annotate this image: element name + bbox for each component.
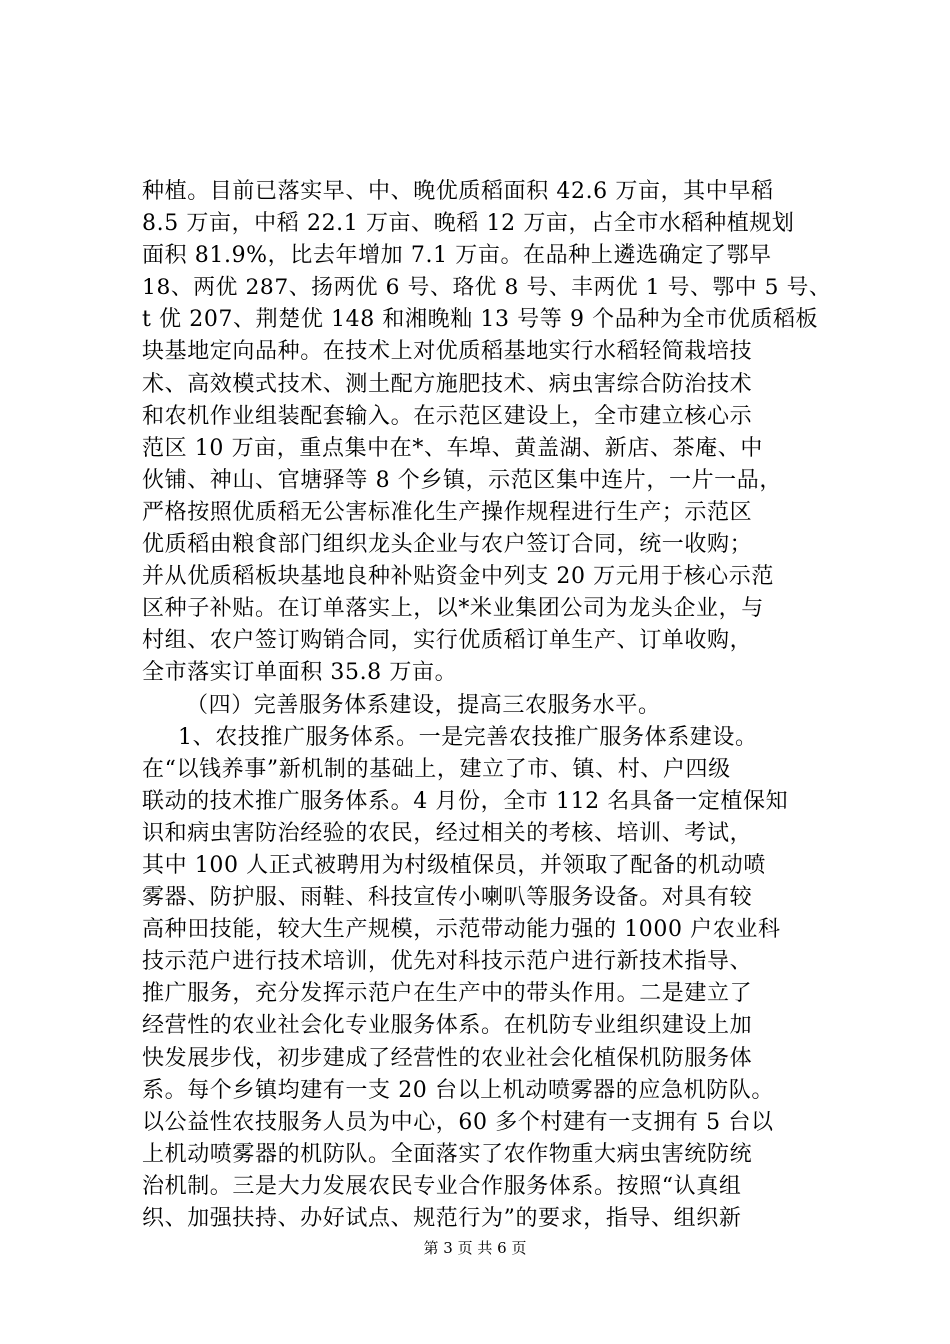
text-line: 严格按照优质稻无公害标准化生产操作规程进行生产；示范区 [142, 499, 753, 525]
text-line: 系。每个乡镇均建有一支 20 台以上机动喷雾器的应急机防队。 [142, 1077, 774, 1103]
text-line: 并从优质稻板块基地良种补贴资金中列支 20 万元用于核心示范 [142, 564, 774, 590]
text-line: 治机制。三是大力发展农民专业合作服务体系。按照“认真组 [142, 1173, 742, 1199]
text-line: 在“以钱养事”新机制的基础上，建立了市、镇、村、户四级 [142, 756, 731, 782]
page-number-footer: 第 3 页 共 6 页 [423, 1239, 527, 1257]
text-line: 村组、农户签订购销合同，实行优质稻订单生产、订单收购， [142, 628, 753, 654]
text-line: 18、两优 287、扬两优 6 号、珞优 8 号、丰两优 1 号、鄂中 5 号、 [142, 275, 832, 301]
text-line: 以公益性农技服务人员为中心，60 多个村建有一支拥有 5 台以 [142, 1109, 774, 1135]
document-body [142, 176, 832, 1235]
text-line: 其中 100 人正式被聘用为村级植保员，并领取了配备的机动喷 [142, 852, 766, 878]
text-line: 高种田技能，较大生产规模，示范带动能力强的 1000 户农业科 [142, 917, 781, 943]
text-line: 面积 81.9%，比去年增加 7.1 万亩。在品种上遴选确定了鄂早 [142, 243, 772, 269]
text-line: 范区 10 万亩，重点集中在*、车埠、黄盖湖、新店、茶庵、中 [142, 435, 763, 461]
text-line: 技示范户进行技术培训，优先对科技示范户进行新技术指导、 [142, 949, 753, 975]
text-line: 快发展步伐，初步建成了经营性的农业社会化植保机防服务体 [142, 1045, 753, 1071]
text-line: 区种子补贴。在订单落实上，以*米业集团公司为龙头企业，与 [142, 596, 764, 622]
text-line: 和农机作业组装配套输入。在示范区建设上，全市建立核心示 [142, 403, 753, 429]
text-line: 块基地定向品种。在技术上对优质稻基地实行水稻轻简栽培技 [142, 339, 753, 365]
section-heading: （四）完善服务体系建设，提高三农服务水平。 [186, 692, 661, 718]
text-line: 全市落实订单面积 35.8 万亩。 [142, 660, 458, 686]
text-line: 雾器、防护服、雨鞋、科技宣传小喇叭等服务设备。对具有较 [142, 885, 753, 911]
text-line: 术、高效模式技术、测土配方施肥技术、病虫害综合防治技术 [142, 371, 753, 397]
text-line: 经营性的农业社会化专业服务体系。在机防专业组织建设上加 [142, 1013, 753, 1039]
text-line: 优质稻由粮食部门组织龙头企业与农户签订合同，统一收购； [142, 532, 753, 558]
text-line: 8.5 万亩，中稻 22.1 万亩、晚稻 12 万亩，占全市水稻种植规划 [142, 211, 795, 237]
text-line: t 优 207、荆楚优 148 和湘晚籼 13 号等 9 个品种为全市优质稻板 [142, 307, 819, 333]
text-line: 织、加强扶持、办好试点、规范行为”的要求，指导、组织新 [142, 1206, 742, 1231]
subsection-first-line: 1、农技推广服务体系。一是完善农技推广服务体系建设。 [178, 724, 758, 750]
text-line: 种植。目前已落实早、中、晚优质稻面积 42.6 万亩，其中早稻 [142, 179, 774, 204]
text-line: 上机动喷雾器的机防队。全面落实了农作物重大病虫害统防统 [142, 1141, 753, 1167]
text-line: 推广服务，充分发挥示范户在生产中的带头作用。二是建立了 [142, 981, 753, 1007]
text-line: 识和病虫害防治经验的农民，经过相关的考核、培训、考试， [142, 820, 753, 846]
text-line: 联动的技术推广服务体系。4 月份，全市 112 名具备一定植保知 [142, 788, 789, 814]
text-line: 伙铺、神山、官塘驿等 8 个乡镇，示范区集中连片，一片一品， [142, 467, 782, 493]
